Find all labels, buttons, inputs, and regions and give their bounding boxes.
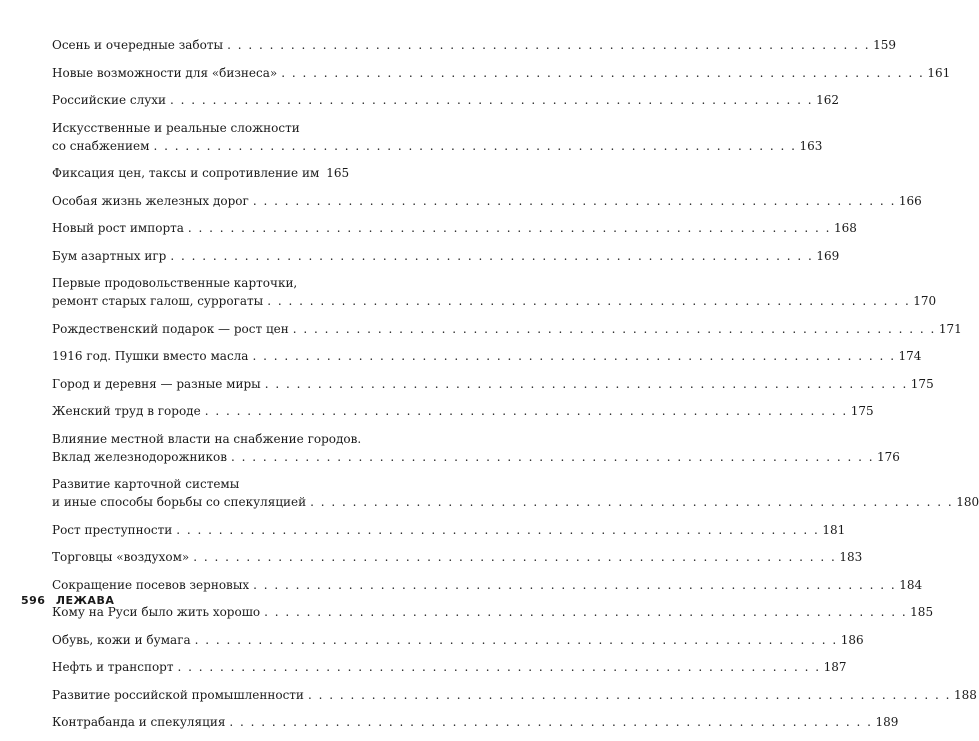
- toc-entry-row: [52, 493, 979, 511]
- toc-entry-title: Фиксация цен, таксы и сопротивление им: [52, 166, 320, 180]
- toc-entry: [52, 430, 900, 466]
- toc-entry-row: [52, 448, 900, 466]
- toc-entry-page-number: 189: [875, 715, 899, 729]
- toc-entry-title: Контрабанда и спекуляция: [52, 715, 226, 729]
- dot-leader: . . . . . . . . . . . . . . . . . . . . . . . . . . . . . . . . . . . . . . . . . . . . . . . . . . . . . . . . . . . . .: [170, 248, 814, 263]
- toc-entry: [52, 548, 863, 566]
- toc-entry-row: [52, 320, 962, 338]
- toc-entry: [52, 274, 937, 310]
- dot-leader: . . . . . . . . . . . . . . . . . . . . . . . . . . . . . . . . . . . . . . . . . . . . . . . . . . . . . . . . . . . . .: [229, 715, 873, 729]
- toc-entry-page-number: 184: [899, 577, 923, 592]
- page-footer: [21, 594, 114, 607]
- toc-entry-row: [52, 192, 922, 210]
- toc-entry: [52, 119, 823, 155]
- toc-entry-title: Кому на Руси было жить хорошо: [52, 605, 261, 619]
- toc-entry-page-number: 180: [956, 495, 979, 509]
- toc-entry-title: Развитие российской промышленности: [52, 687, 304, 702]
- toc-entry-row: [52, 36, 897, 54]
- toc-entry-title: Новые возможности для «бизнеса»: [52, 65, 278, 80]
- toc-entry-page-number: 163: [799, 138, 823, 153]
- toc-entry-row: [52, 91, 840, 109]
- toc-entry-row: [52, 219, 857, 237]
- toc-entry: [52, 713, 899, 731]
- toc-entry-page-number: 185: [910, 605, 934, 619]
- dot-leader: . . . . . . . . . . . . . . . . . . . . . . . . . . . . . . . . . . . . . . . . . . . . . . . . . . . . . . . . . . . . .: [230, 449, 875, 464]
- toc-entry-page-number: 183: [839, 550, 863, 564]
- toc-entry: [52, 402, 874, 420]
- toc-entry-title: Вклад железнодорожников: [52, 449, 227, 464]
- toc-entry: [52, 521, 846, 539]
- toc-entry: [52, 375, 934, 393]
- footer-page-number: 596: [21, 594, 46, 607]
- toc-entry-row: [52, 631, 864, 649]
- toc-entry-title: Торговцы «воздухом»: [52, 550, 190, 564]
- toc-entry-page-number: 168: [833, 221, 857, 235]
- toc-entry-title: Новый рост импорта: [52, 221, 184, 235]
- dot-leader: . . . . . . . . . . . . . . . . . . . . . . . . . . . . . . . . . . . . . . . . . . . . . . . . . . . . . . . . . . . . .: [227, 38, 871, 52]
- toc-entry: [52, 320, 962, 338]
- dot-leader: . . . . . . . . . . . . . . . . . . . . . . . . . . . . . . . . . . . . . . . . . . . . . . . . . . . . . . . . . . . . .: [193, 550, 837, 564]
- toc-entry: [52, 164, 348, 182]
- dot-leader: . . . . . . . . . . . . . . . . . . . . . . . . . . . . . . . . . . . . . . . . . . . . . . . . . . . . . . . . . . . . .: [267, 294, 911, 308]
- toc-entry-page-number: 186: [840, 632, 864, 647]
- dot-leader: . . . . . . . . . . . . . . . . . . . . . . . . . . . . . . . . . . . . . . . . . . . . . . . . . . . . . . . . . . . . .: [204, 404, 848, 418]
- toc-entry: [52, 686, 977, 704]
- toc-entry-title: 1916 год. Пушки вместо масла: [52, 349, 249, 363]
- toc-entry-row: [52, 247, 840, 265]
- toc-entry: [52, 219, 857, 237]
- dot-leader: . . . . . . . . . . . . . . . . . . . . . . . . . . . . . . . . . . . . . . . . . . . . . . . . . . . . . . . . . . . . .: [252, 349, 896, 363]
- toc-entry: [52, 64, 951, 82]
- dot-leader: . . . . . . . . . . . . . . . . . . . . . . . . . . . . . . . . . . . . . . . . . . . . . . . . . . . . . . . . . . . . .: [187, 221, 831, 235]
- toc-entry-page-number: 166: [898, 193, 922, 208]
- toc-entry-title: Российские слухи: [52, 93, 167, 107]
- toc-entry: [52, 347, 922, 365]
- toc-entry: [52, 192, 922, 210]
- toc-entry-row: [52, 137, 823, 155]
- toc-entry-row: [52, 576, 923, 594]
- toc-entry: [52, 247, 840, 265]
- dot-leader: . . . . . . . . . . . . . . . . . . . . . . . . . . . . . . . . . . . . . . . . . . . . . . . . . . . . . . . . . . . . .: [264, 376, 908, 391]
- toc-entry-row: [52, 521, 846, 539]
- toc-entry-title: Сокращение посевов зерновых: [52, 577, 250, 592]
- toc-entry-page-number: 169: [816, 248, 840, 263]
- toc-entry: [52, 631, 864, 649]
- toc-entry-row: [52, 347, 922, 365]
- table-of-contents: [52, 36, 979, 741]
- toc-entry: [52, 475, 979, 511]
- toc-entry-row: [52, 402, 874, 420]
- dot-leader: . . . . . . . . . . . . . . . . . . . . . . . . . . . . . . . . . . . . . . . . . . . . . . . . . . . . . . . . . . . . .: [176, 522, 820, 537]
- toc-entry: [52, 576, 923, 594]
- toc-entry: [52, 658, 847, 676]
- toc-entry-title: Обувь, кожи и бумага: [52, 632, 191, 647]
- dot-leader: . . . . . . . . . . . . . . . . . . . . . . . . . . . . . . . . . . . . . . . . . . . . . . . . . . . . . . . . . . . . .: [264, 605, 908, 619]
- toc-entry-page-number: 174: [898, 349, 922, 363]
- toc-entry-title: Бум азартных игр: [52, 248, 167, 263]
- toc-entry-title: Рост преступности: [52, 522, 173, 537]
- toc-entry-title: со снабжением: [52, 138, 150, 153]
- toc-entry-title: Особая жизнь железных дорог: [52, 193, 249, 208]
- toc-entry-title-line: Искусственные и реальные сложности: [52, 120, 300, 135]
- toc-entry-page-number: 170: [913, 294, 937, 308]
- toc-entry: [52, 36, 897, 54]
- toc-entry-row: [52, 686, 977, 704]
- toc-entry-page-number: 175: [850, 404, 874, 418]
- dot-leader: . . . . . . . . . . . . . . . . . . . . . . . . . . . . . . . . . . . . . . . . . . . . . . . . . . . . . . . . . . . . .: [292, 321, 936, 336]
- toc-entry-title: ремонт старых галош, суррогаты: [52, 294, 264, 308]
- toc-entry-page-number: 176: [877, 449, 900, 464]
- toc-entry-title: и иные способы борьбы со спекуляцией: [52, 495, 307, 509]
- toc-entry-row: [52, 164, 348, 182]
- toc-entry: [52, 91, 840, 109]
- toc-entry-row: [52, 658, 847, 676]
- toc-entry-page-number: 175: [910, 376, 934, 391]
- toc-entry-title-line: Влияние местной власти на снабжение городов.: [52, 431, 362, 446]
- dot-leader: . . . . . . . . . . . . . . . . . . . . . . . . . . . . . . . . . . . . . . . . . . . . . . . . . . . . . . . . . . . . .: [307, 687, 951, 702]
- toc-entry-title-line: Развитие карточной системы: [52, 477, 240, 491]
- dot-leader: . . . . . . . . . . . . . . . . . . . . . . . . . . . . . . . . . . . . . . . . . . . . . . . . . . . . . . . . . . . . .: [252, 193, 896, 208]
- toc-entry-title: Рождественский подарок — рост цен: [52, 321, 289, 336]
- toc-entry-page-number: 171: [938, 321, 962, 336]
- toc-entry-page-number: 188: [954, 687, 977, 702]
- toc-entry-title: Нефть и транспорт: [52, 660, 174, 674]
- dot-leader: . . . . . . . . . . . . . . . . . . . . . . . . . . . . . . . . . . . . . . . . . . . . . . . . . . . . . . . . . . . . .: [281, 65, 925, 80]
- toc-entry-title: Женский труд в городе: [52, 404, 201, 418]
- toc-entry-title: Город и деревня — разные миры: [52, 376, 261, 391]
- toc-entry-row: [52, 64, 951, 82]
- dot-leader: . . . . . . . . . . . . . . . . . . . . . . . . . . . . . . . . . . . . . . . . . . . . . . . . . . . . . . . . . . . . .: [153, 138, 797, 153]
- toc-entry-row: [52, 548, 863, 566]
- toc-entry-page-number: 159: [873, 38, 897, 52]
- toc-entry-title: Осень и очередные заботы: [52, 38, 224, 52]
- toc-entry-page-number: 187: [823, 660, 847, 674]
- toc-entry-page-number: 181: [822, 522, 846, 537]
- dot-leader: . . . . . . . . . . . . . . . . . . . . . . . . . . . . . . . . . . . . . . . . . . . . . . . . . . . . . . . . . . . . .: [170, 93, 814, 107]
- dot-leader: . . . . . . . . . . . . . . . . . . . . . . . . . . . . . . . . . . . . . . . . . . . . . . . . . . . . . . . . . . . . .: [194, 632, 838, 647]
- footer-author: ЛЕЖАВА: [55, 594, 115, 607]
- toc-entry-page-number: 162: [816, 93, 840, 107]
- toc-entry-title-line: Первые продовольственные карточки,: [52, 276, 298, 290]
- dot-leader: . . . . . . . . . . . . . . . . . . . . . . . . . . . . . . . . . . . . . . . . . . . . . . . . . . . . . . . . . . . . .: [177, 660, 821, 674]
- toc-entry-row: [52, 292, 937, 310]
- toc-entry-page-number: 161: [927, 65, 951, 80]
- toc-entry-row: [52, 713, 899, 731]
- dot-leader: . . . . . . . . . . . . . . . . . . . . . . . . . . . . . . . . . . . . . . . . . . . . . . . . . . . . . . . . . . . . .: [310, 495, 954, 509]
- dot-leader: . . . . . . . . . . . . . . . . . . . . . . . . . . . . . . . . . . . . . . . . . . . . . . . . . . . . . . . . . . . . .: [253, 577, 897, 592]
- toc-entry-page-number: 165: [326, 166, 350, 180]
- toc-entry-row: [52, 375, 934, 393]
